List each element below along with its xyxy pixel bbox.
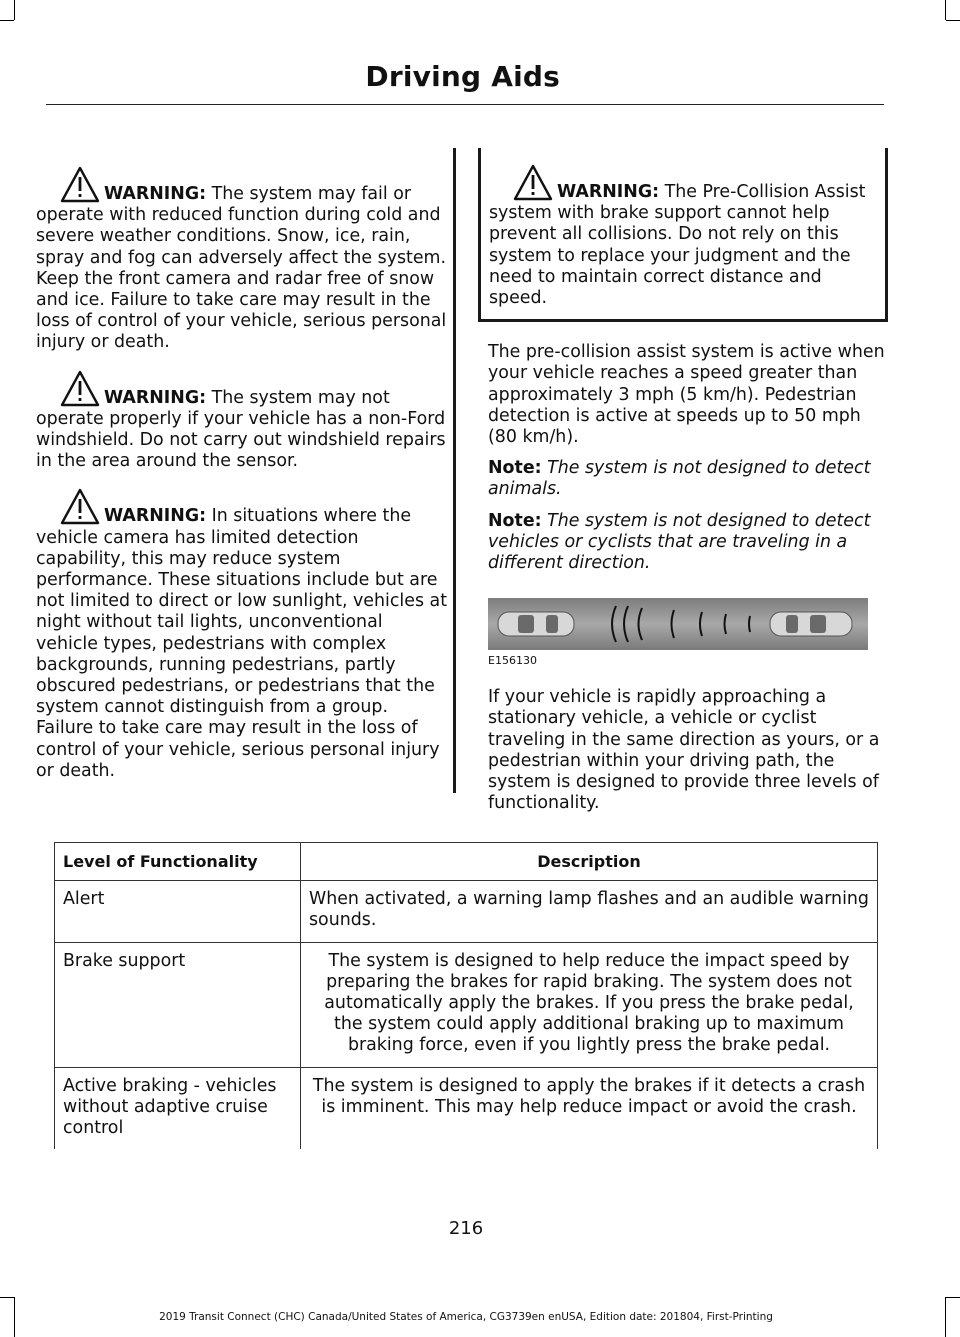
- description-cell: The system is designed to apply the brakes if it detects a crash is imminent. This may help reduce impact or avoid the crash.: [301, 1067, 878, 1149]
- radar-wave-icon: [612, 606, 750, 642]
- level-cell: Brake support: [55, 942, 301, 1067]
- warning-label: WARNING:: [104, 387, 207, 408]
- crop-mark: [945, 1297, 946, 1337]
- table-row: [55, 942, 878, 1067]
- note-label: Note:: [488, 458, 542, 479]
- warning-block: [489, 182, 879, 309]
- note-text: The system is not designed to detect vehicles or cyclists that are traveling in a different direction.: [488, 510, 871, 574]
- description-cell: When activated, a warning lamp flashes and an audible warning sounds.: [301, 881, 878, 942]
- footer-text: 2019 Transit Connect (CHC) Canada/United States of America, CG3739en enUSA, Edition date: 201804, First-Printing: [159, 1311, 773, 1323]
- warning-block: [36, 184, 449, 354]
- warning-text: The system may fail or operate with reduced function during cold and severe weather conditions. Snow, ice, rain, spray and fog can adversely affect the system. Keep the front camera and radar free of snow and ice. Failure to take care may result in the loss of control of your vehicle, serious personal injury or death.: [36, 184, 447, 353]
- warning-text: The system may not operate properly if your vehicle has a non-Ford windshield. Do not carry out windshield repairs in the area around the sensor.: [36, 387, 446, 472]
- table-row: [55, 1067, 878, 1149]
- warning-triangle-icon: [513, 164, 553, 202]
- warning-text: In situations where the vehicle camera has limited detection capability, this may reduce system performance. These situations include but are not limited to direct or low sunlight, vehicles at night without tail lights, unconventional vehicle types, pedestrians with complex backgrounds, running pedestrians, partly obscured pedestrians, or pedestrians that the system cannot distinguish from a group. Failure to take care may result in the loss of control of your vehicle, serious personal injury or death.: [36, 506, 448, 781]
- table-row: [55, 881, 878, 942]
- crop-mark: [946, 1297, 960, 1298]
- warning-block: [36, 506, 449, 782]
- pre-collision-illustration: [488, 598, 868, 650]
- description-cell: The system is designed to help reduce the impact speed by preparing the brakes for rapid braking. The system does not automatically apply the brakes. If you press the brake pedal, the system could apply additional braking up to maximum braking force, even if you lightly press the brake pedal.: [301, 942, 878, 1067]
- figure-code: E156130: [488, 654, 537, 668]
- warning-label: WARNING:: [104, 184, 207, 204]
- crop-mark: [945, 0, 946, 20]
- left-column: [36, 148, 456, 793]
- front-car-icon: [770, 612, 852, 636]
- level-cell: Alert: [55, 881, 301, 942]
- warning-triangle-icon: [60, 166, 100, 204]
- crop-mark: [946, 20, 960, 21]
- crop-mark: [0, 1297, 14, 1298]
- warning-box: [478, 148, 888, 322]
- warning-label: WARNING:: [104, 506, 207, 527]
- crop-mark: [14, 0, 15, 20]
- rear-car-icon: [498, 612, 574, 636]
- note: [488, 458, 888, 500]
- functionality-table: [54, 842, 878, 1149]
- body-paragraph: The pre-collision assist system is active when your vehicle reaches a speed greater than approximately 3 mph (5 km/h). Pedestrian detection is active at speeds up to 50 mph (80 km/h).: [488, 342, 885, 448]
- page-number: 216: [448, 1218, 484, 1239]
- crop-mark: [0, 20, 14, 21]
- note-text: The system is not designed to detect animals.: [488, 458, 871, 500]
- warning-triangle-icon: [60, 370, 100, 408]
- warning-label: WARNING:: [557, 182, 660, 202]
- table-header-row: [55, 843, 878, 881]
- warning-block: [36, 388, 449, 473]
- warning-triangle-icon: [60, 488, 100, 526]
- header-divider: [46, 104, 884, 105]
- note: [488, 511, 888, 575]
- page-title: Driving Aids: [365, 60, 560, 93]
- column-header: Description: [301, 843, 878, 881]
- level-cell: Active braking - vehicles without adaptive cruise control: [55, 1067, 301, 1149]
- note-label: Note:: [488, 510, 542, 531]
- column-header: Level of Functionality: [55, 843, 301, 881]
- right-body: [478, 342, 888, 814]
- warning-text: The Pre-Collision Assist system with brake support cannot help prevent all collisions. Do not rely on this system to replace your judgment and the need to maintain correct distance and speed.: [489, 182, 866, 309]
- body-paragraph: If your vehicle is rapidly approaching a stationary vehicle, a vehicle or cyclist traveling in the same direction as yours, or a pedestrian within your driving path, the system is designed to provide three levels of functionality.: [488, 687, 880, 814]
- right-column: [478, 148, 888, 814]
